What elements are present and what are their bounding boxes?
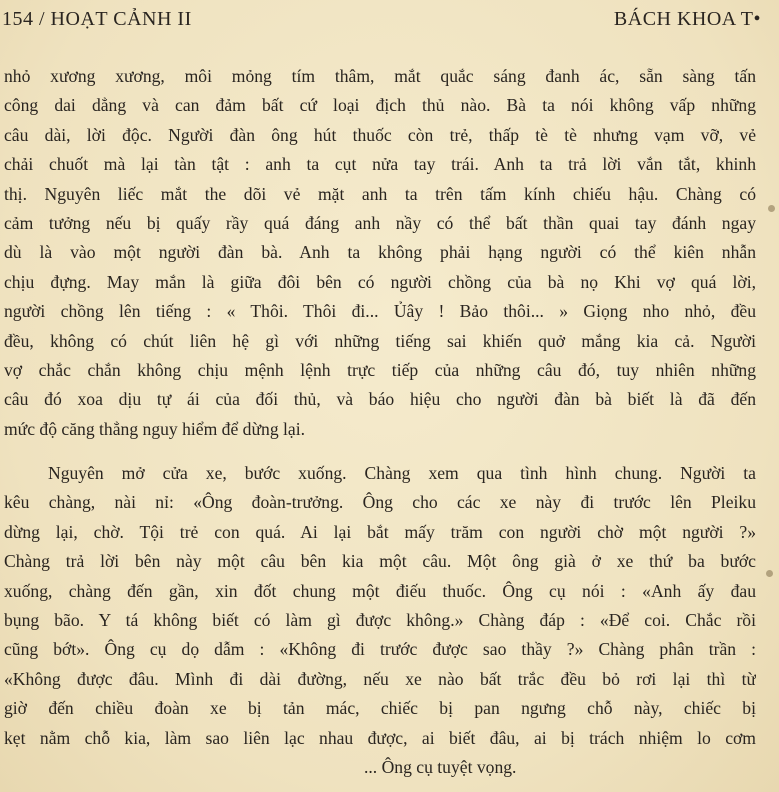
paper-speck	[768, 205, 775, 212]
text-line: kêu chàng, nài nỉ: «Ông đoàn-trưởng. Ông cho các xe này đi trước lên Pleiku	[4, 492, 756, 513]
header-journal-title: BÁCH KHOA T•	[613, 8, 761, 30]
text-line: người chồng lên tiếng : « Thôi. Thôi đi... Ủây ! Bảo thôi... » Giọng nho nhỏ, đều	[4, 301, 756, 322]
text-line-indented: Nguyên mở cửa xe, bước xuống. Chàng xem qua tình hình chung. Người ta	[48, 463, 756, 484]
text-line: câu đó xoa dịu tự ái của đối thủ, và báo hiệu cho người đàn bà biết là đã đến	[4, 389, 756, 410]
text-line: giờ đến chiều đoàn xe bị tản mác, chiếc bị pan ngưng chỗ này, chiếc bị	[4, 698, 756, 719]
text-line: Chàng trả lời bên này một câu bên kia một câu. Một ông già ở xe thứ ba bước	[4, 551, 756, 572]
text-line: chải chuốt mà lại tàn tật : anh ta cụt nửa tay trái. Anh ta trả lời vắn tắt, khinh	[4, 154, 756, 175]
text-line: nhỏ xương xương, môi mỏng tím thâm, mắt quắc sáng đanh ác, sẵn sàng tấn	[4, 66, 756, 86]
text-line: thị. Nguyên liếc mắt the dõi vẻ mặt anh ta trên tấm kính chiếu hậu. Chàng có	[4, 183, 756, 204]
paragraph-1	[4, 62, 756, 444]
text-line: xuống, chàng đến gần, xin đốt chung một điếu thuốc. Ông cụ nói : «Anh ấy đau	[4, 580, 756, 601]
text-line: công dai dẳng và can đảm bất cứ loại địch thủ nào. Bà ta nói không vấp những	[4, 95, 756, 116]
text-line: chịu đựng. May mắn là giữa đôi bên có người chồng của bà nọ Khi vợ quá lời,	[4, 271, 756, 292]
header-page-number-title: 154 / HOẠT CẢNH II	[2, 8, 192, 30]
text-line: cảm tưởng nếu bị quấy rầy quá đáng anh nầy có thể bất thần quai tay đánh ngay	[4, 212, 756, 233]
paragraph-2	[4, 459, 756, 782]
text-line: đều, không có chút liên hệ gì với những tiếng sai khiến quở mắng kia cả. Người	[4, 330, 756, 351]
text-line: kẹt nằm chỗ kia, làm sao liên lạc nhau được, ai biết đâu, ai bị trách nhiệm lo cơm	[4, 727, 756, 748]
text-line-partial: ... Ông cụ tuyệt vọng.	[364, 756, 517, 777]
text-line: cũng bớt». Ông cụ dọ dẫm : «Không đi trước được sao thầy ?» Chàng phân trần :	[4, 639, 756, 660]
text-line: câu dài, lời độc. Người đàn ông hút thuốc còn trẻ, thấp tè tè nhưng vạm vỡ, vẻ	[4, 124, 756, 145]
page-body	[4, 62, 756, 782]
text-line: bụng bão. Y tá không biết có làm gì được không.» Chàng đáp : «Để coi. Chắc rồi	[4, 610, 756, 631]
text-line: vợ chắc chắn không chịu mệnh lệnh trực tiếp của những câu đó, tuy nhiên những	[4, 359, 756, 380]
paragraph-spacer	[4, 444, 756, 459]
running-header	[2, 2, 761, 38]
text-line: «Không được đâu. Mình đi dài đường, nếu xe nào bất trắc đều bỏ rơi lại thì từ	[4, 668, 756, 689]
text-line: mức độ căng thẳng nguy hiểm để dừng lại.	[4, 418, 305, 439]
text-line: dừng lại, chờ. Tội trẻ con quá. Ai lại bắt mấy trăm con người chờ một người ?»	[4, 521, 756, 542]
text-line: dù là vào một người đàn bà. Anh ta không phải hạng người có thể kiên nhẫn	[4, 242, 756, 263]
paper-speck	[766, 570, 773, 577]
